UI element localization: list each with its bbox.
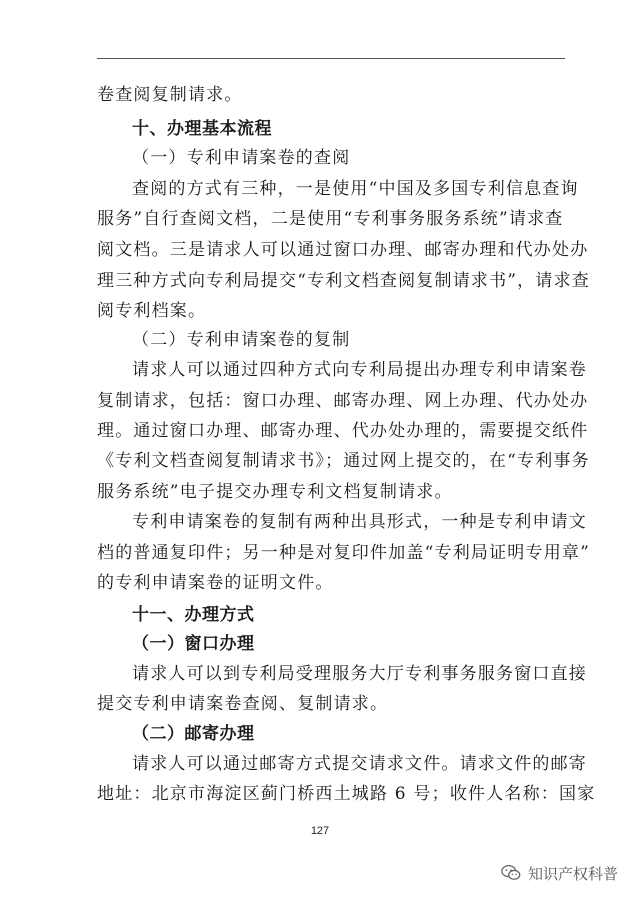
text-line: 档的普通复印件；另一种是对复印件加盖“专利局证明专用章” <box>97 543 590 563</box>
section-heading-11: 十一、办理方式 <box>132 605 255 625</box>
text-line: 《专利文档查阅复制请求书》；通过网上提交的，在“专利事务 <box>97 451 590 471</box>
text-line: 阅文档。三是请求人可以通过窗口办理、邮寄办理和代办处办 <box>97 240 589 260</box>
text-line: 的专利申请案卷的证明文件。 <box>97 573 334 593</box>
text-line: 请求人可以到专利局受理服务大厅专利事务服务窗口直接 <box>132 664 587 684</box>
subsection-heading: （二）专利申请案卷的复制 <box>132 330 351 350</box>
text-line: 地址：北京市海淀区蓟门桥西土城路 6 号；收件人名称：国家 <box>97 784 596 804</box>
text-line: 专利申请案卷的复制有两种出具形式，一种是专利申请文 <box>132 512 587 532</box>
wechat-icon <box>500 862 522 884</box>
text-line: 提交专利申请案卷查阅、复制请求。 <box>97 694 389 714</box>
page-number: 127 <box>310 825 330 837</box>
text-line: 卷查阅复制请求。 <box>97 85 243 105</box>
text-line: 理。通过窗口办理、邮寄办理、代办处办理的，需要提交纸件 <box>97 421 589 441</box>
text-line: 查阅的方式有三种，一是使用“中国及多国专利信息查询 <box>132 179 579 199</box>
header-rule <box>97 58 565 59</box>
text-line: 理三种方式向专利局提交“专利文档查阅复制请求书”，请求查 <box>97 271 590 291</box>
text-line: 请求人可以通过邮寄方式提交请求文件。请求文件的邮寄 <box>132 754 587 774</box>
text-line: 阅专利档案。 <box>97 301 207 321</box>
text-line: 服务系统”电子提交办理专利文档复制请求。 <box>97 482 453 502</box>
subsection-heading: （一）专利申请案卷的查阅 <box>132 148 351 168</box>
watermark <box>500 862 618 884</box>
subsection-heading: （一）窗口办理 <box>132 634 255 654</box>
text-line: 服务”自行查阅文档，二是使用“专利事务服务系统”请求查 <box>97 209 564 229</box>
subsection-heading: （二）邮寄办理 <box>132 724 255 744</box>
text-line: 请求人可以通过四种方式向专利局提出办理专利申请案卷 <box>132 360 587 380</box>
section-heading-10: 十、办理基本流程 <box>132 119 272 139</box>
watermark-text: 知识产权科普 <box>527 864 618 883</box>
text-line: 复制请求，包括：窗口办理、邮寄办理、网上办理、代办处办 <box>97 391 589 411</box>
